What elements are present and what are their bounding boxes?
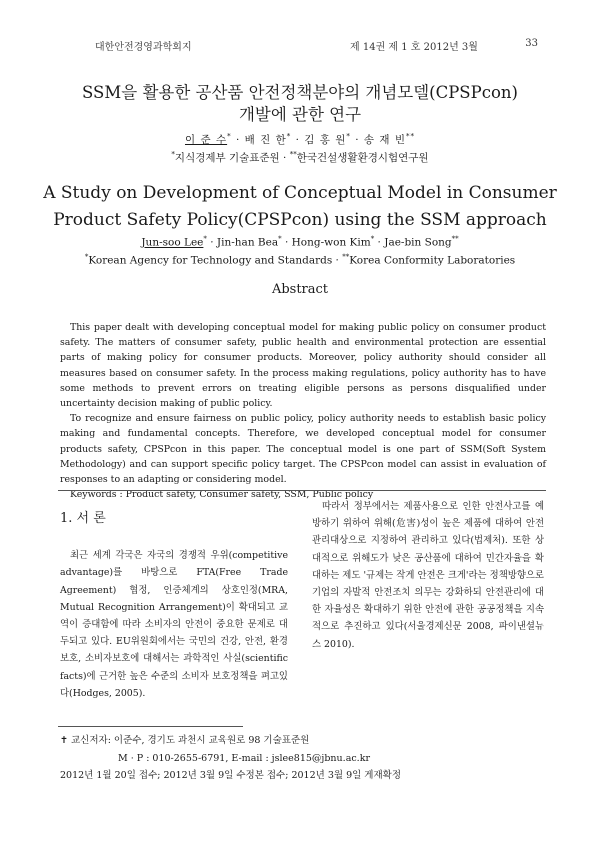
issue-info: 제 14권 제 1 호 2012년 3월 [350,42,478,53]
abstract-paragraph-2: To recognize and ensure fairness on public policy, policy authority needs to establish basic policy making and fundamental concepts. Therefore, we developed conceptual model for consumer products safety, CPSPcon in this paper. The conceptual model is one part of SSM(Soft System Methodology) and can support specific policy target. The CPSPcon model can assist in evaluation of responses to an adapting or considering model. [60,413,546,486]
abstract-heading: Abstract [271,282,329,297]
english-author-sep: · [281,236,292,249]
english-author-4-mark: ** [451,235,459,243]
english-affil-1: Korean Agency for Technology and Standards [88,254,333,267]
english-author-sep: · [374,236,385,249]
korean-affil-sep: · [279,152,290,164]
journal-name: 대한안전경영과학회지 [95,42,192,53]
english-affil-2: Korea Conformity Laboratories [349,254,516,267]
abstract-body [60,320,546,502]
korean-title-line2: 개발에 관한 연구 [238,105,362,124]
korean-author-2-mark: * [286,132,292,141]
korean-affil-1: 지식경제부 기술표준원 [174,152,280,164]
english-author-2-mark: * [278,235,282,243]
korean-author-4-mark: ** [406,132,416,141]
korean-author-sep: · [295,134,300,146]
footnote-divider [58,726,243,727]
korean-author-4: 송 재 빈 [363,134,407,146]
footnote [60,732,550,785]
corresponding-author: 교신저자: 이준수, 경기도 과천시 교육원로 98 기술표준원 [71,735,310,746]
korean-affiliations [0,150,600,165]
english-affil-1-mark: * [84,253,89,261]
left-column [60,510,288,702]
korean-authors [0,132,600,147]
english-affil-sep: · [332,254,343,267]
right-column [312,498,544,653]
section-heading: 1. 서 론 [60,511,106,526]
english-author-1: Jun-soo Lee [141,236,204,249]
english-title-line1: A Study on Development of Conceptual Model in Consumer [43,183,557,203]
korean-affil-2: 한국건설생활환경시험연구원 [296,152,429,164]
english-authors [0,235,600,249]
english-affil-2-mark: ** [342,253,350,261]
korean-author-1-mark: * [227,132,232,141]
english-author-2: Jin-han Bea [216,236,279,249]
footnote-line-1 [60,732,550,750]
footnote-contact: M · P : 010-2655-6791, E-mail : jslee815@jbnu.ac.kr [118,752,370,764]
intro-paragraph-right: 따라서 정부에서는 제품사용으로 인한 안전사고를 예방하기 위하여 위해(危害)성이 높은 제품에 대하여 안전관리대상으로 지정하여 관리하고 있다(법제처). 또한 상대적으로 위해도가 낮은 공산품에 대하여 민간자율을 확대하는 제도 '규제는 작게 안전은 크게'라는 정책방향으로 기업의 자발적 안전조치 의무는 강화하되 안전관리에 대한 자율성은 확대하기 위한 안전에 관한 공공정책을 지속적으로 추진하고 있다(서울경제신문 2008, 파이낸셜뉴스 2010). [312,501,544,650]
korean-author-sep: · [235,134,241,146]
korean-affil-1-mark: * [171,150,175,159]
english-title [40,180,560,234]
korean-author-3-mark: * [346,132,351,141]
korean-author-sep: · [355,134,360,146]
english-author-sep: · [206,236,217,249]
korean-affil-2-mark: ** [289,150,297,159]
english-affiliations [0,253,600,267]
korean-title [60,82,540,126]
english-title-line2: Product Safety Policy(CPSPcon) using the SSM approach [53,210,547,230]
korean-author-3: 김 홍 원 [304,134,347,146]
dagger-icon: ✝ [60,735,68,746]
korean-author-2: 배 진 한 [244,134,287,146]
intro-paragraph-left: 최근 세계 각국은 자국의 경쟁적 우위(competitive advantage)를 바탕으로 FTA(Free Trade Agreement) 협정, 인증체계의 상호인정(MRA, Mutual Recognition Arrangement)이 확대되고 교역이 증대함에 따라 소비자의 안전이 중요한 문제로 대두되고 있다. EU위원회에서는 국민의 건강, 안전, 환경보호, 소비자보호에 대해서는 과학적인 사실(scientific facts)에 근거한 높은 수준의 소비자 보호정책을 펴고있다(Hodges, 2005). [60,550,288,699]
english-author-3: Hong-won Kim [291,236,371,249]
korean-title-line1: SSM을 활용한 공산품 안전정책분야의 개념모델(CPSPcon) [82,83,518,102]
english-author-3-mark: * [370,235,375,243]
english-author-4: Jae-bin Song [384,236,452,249]
section-divider [58,490,546,491]
english-author-1-mark: * [203,235,207,243]
keywords: Keywords : Product safety, Consumer safety, SSM, Public policy [70,489,374,501]
footnote-dates: 2012년 1월 20일 접수; 2012년 3월 9일 수정본 접수; 2012년 3월 9일 게재확정 [60,770,402,781]
korean-author-1: 이 준 수 [184,134,228,146]
abstract-paragraph-1: This paper dealt with developing conceptual model for making public policy on consumer product safety. The matters of consumer safety, public health and environmental protection are essential parts of making policy for consumer products. Moreover, policy authority should consider all measures based on consumer safety. In the process making regulations, policy authority has to have some methods to prevent errors on treating eligible persons as persons disqualified under uncertainty decision making of public policy. [60,322,546,410]
page-number: 33 [525,38,538,49]
